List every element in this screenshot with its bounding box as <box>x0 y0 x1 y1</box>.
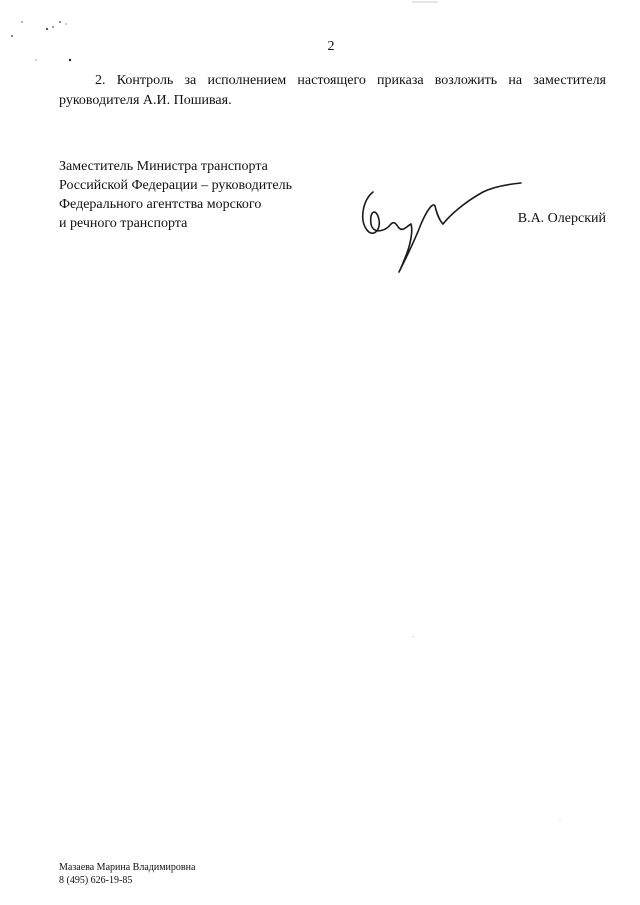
signer-position-line: Российской Федерации – руководитель <box>59 178 292 193</box>
signer-position-line: и речного транспорта <box>59 216 188 231</box>
order-paragraph: 2. Контроль за исполнением настоящего приказа возложить на заместителя руководителя А.И. Пошивая. <box>59 73 606 108</box>
executor-name: Мазаева Марина Владимировна <box>59 862 196 873</box>
executor-info <box>59 861 195 887</box>
signer-position-line: Федерального агентства морского <box>59 197 262 212</box>
signer-name: В.А. Олерский <box>517 211 606 226</box>
signer-position-line: Заместитель Министра транспорта <box>59 159 268 174</box>
signer-position <box>59 157 349 233</box>
executor-phone: 8 (495) 626-19-85 <box>59 875 133 886</box>
handwritten-signature <box>355 180 530 275</box>
page-number: 2 <box>327 39 335 54</box>
